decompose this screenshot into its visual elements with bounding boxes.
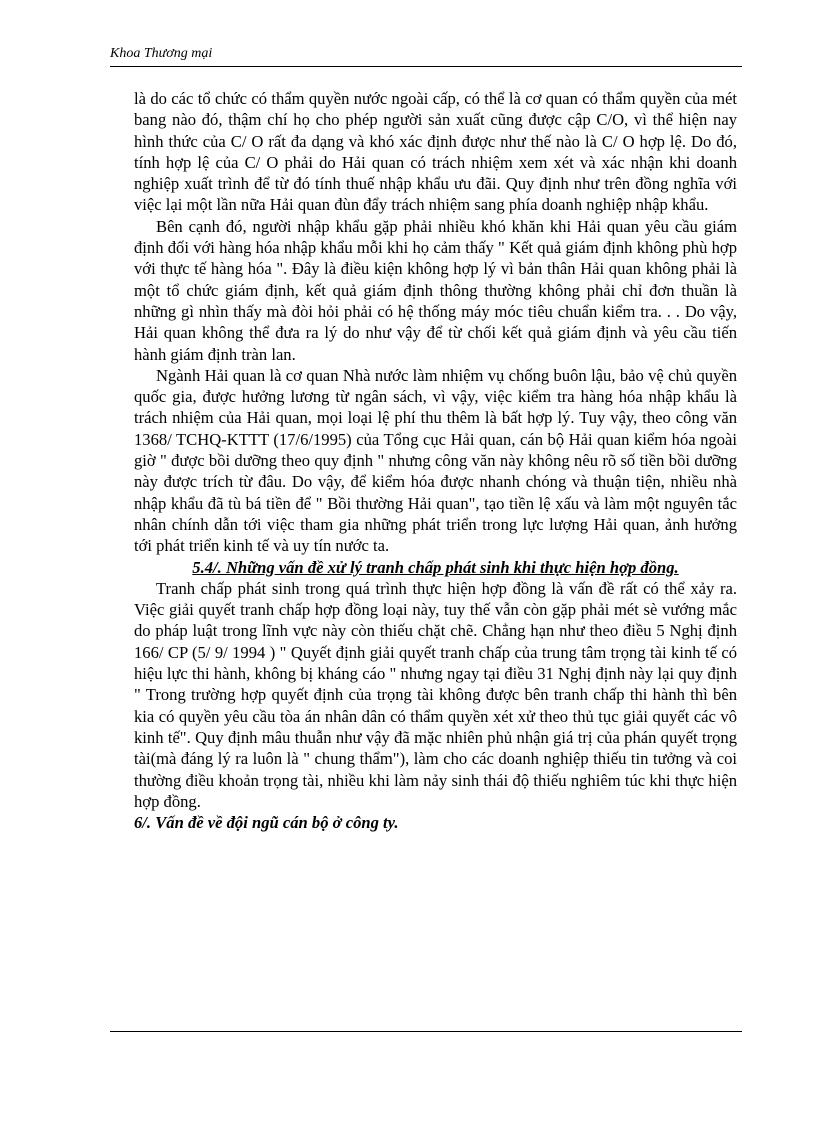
page-header: Khoa Thương mại [110, 46, 213, 61]
header-rule [110, 66, 742, 67]
paragraph-3: Ngành Hải quan là cơ quan Nhà nước làm nhiệm vụ chống buôn lậu, bảo vệ chủ quyền quốc gia, được hưởng lương từ ngân sách, vì vậy, việc kiểm tra hàng hóa nhập khẩu là trách nhiệm của Hải quan, mọi loại lệ phí thu thêm là bất hợp lý. Tuy vậy, theo công văn 1368/ TCHQ-KTTT (17/6/1995) của Tổng cục Hải quan, cán bộ Hải quan kiểm hóa ngoài giờ " được bồi dưỡng theo quy định " nhưng công văn này không nêu rõ số tiền bồi dưỡng này được trích từ đâu. Do vậy, để kiểm hóa được nhanh chóng và thuận tiện, nhiều nhà nhập khẩu đã tù bá tiền để " Bồi thường Hải quan", tạo tiền lệ xấu và làm một nguyên tắc nhân chính dẫn tới việc tham gia những phát triển trong lực lượng Hải quan, ảnh hưởng tới phát triển kinh tế và uy tín nước ta. [134, 365, 737, 556]
paragraph-1: là do các tổ chức có thẩm quyền nước ngoài cấp, có thể là cơ quan có thẩm quyền của mét bang nào đó, thậm chí họ cho phép người sản xuất cũng được cập C/O, vì thể hiện nay hình thức của C/ O rất đa dạng và khó xác định được như thế nào là C/ O hợp lệ. Do đó, tính hợp lệ của C/ O phải do Hải quan có trách nhiệm xem xét và xác nhận khi doanh nghiệp xuất trình để từ đó tính thuế nhập khẩu ưu đãi. Quy định như trên đồng nghĩa với việc lại một lần nữa Hải quan đùn đẩy trách nhiệm sang phía doanh nghiệp nhập khẩu. [134, 89, 737, 215]
section-heading-5-4: 5.4/. Những vấn đề xử lý tranh chấp phát sinh khi thực hiện hợp đồng. [192, 557, 679, 577]
document-body [134, 88, 737, 833]
section-heading-6: 6/. Vấn đề về đội ngũ cán bộ ở công ty. [134, 813, 399, 833]
paragraph-2: Bên cạnh đó, người nhập khẩu gặp phải nhiều khó khăn khi Hải quan yêu cầu giám định đối với hàng hóa nhập khẩu mỗi khi họ cảm thấy " Kết quả giám định không phù hợp với thực tế hàng hóa ". Đây là điều kiện không hợp lý vì bản thân Hải quan không phải là một tổ chức giám định, kết quả giám định thông thường không phải chỉ đơn thuần là những gì nhìn thấy mà đòi hỏi phải có hệ thống máy móc tiêu chuẩn kiểm tra. . . Do vậy, Hải quan không thể đưa ra lý do như vậy để từ chối kết quả giám định và yêu cầu tiến hành giám định tràn lan. [134, 216, 737, 364]
footer-rule [110, 1031, 742, 1032]
paragraph-4: Tranh chấp phát sinh trong quá trình thực hiện hợp đồng là vấn đề rất có thể xảy ra. Việc giải quyết tranh chấp hợp đồng loại này, tuy thế vẫn còn gặp phải mét sè vướng mắc do pháp luật trong lĩnh vực này còn thiếu chặt chẽ. Chẳng hạn như theo điều 5 Nghị định 166/ CP (5/ 9/ 1994 ) " Quyết định giải quyết tranh chấp của trung tâm trọng tài kinh tế có hiệu lực thi hành, không bị kháng cáo " nhưng ngay tại điều 31 Nghị định này lại quy định " Trong trường hợp quyết định của trọng tài không được bên tranh chấp thi hành thì bên kia có quyền yêu cầu tòa án nhân dân có thẩm quyền xét xử theo thủ tục giải quyết các vô kinh tế". Quy định mâu thuẫn như vậy đã mặc nhiên phủ nhận giá trị của phán quyết trọng tài(mà đáng lý ra luôn là " chung thẩm"), làm cho các doanh nghiệp thiếu tin tưởng và coi thường điều khoản trọng tài, nhiều khi làm nảy sinh thái độ thiếu nghiêm túc khi thực hiện hợp đồng. [134, 578, 737, 811]
